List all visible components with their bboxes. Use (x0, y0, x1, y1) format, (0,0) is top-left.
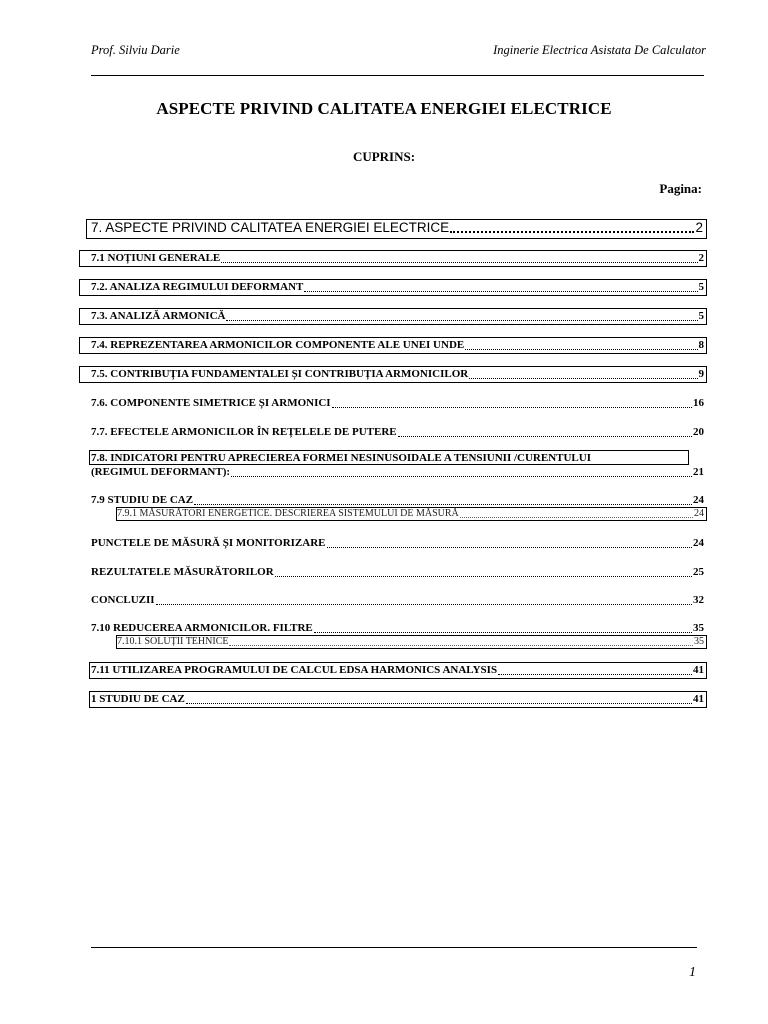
toc-entry-label: 7.4. REPREZENTAREA ARMONICILOR COMPONENTE ALE UNEI UNDE (91, 339, 465, 351)
toc-leader-dots (398, 436, 692, 437)
toc-leader-dots (469, 378, 697, 379)
toc-leader-dots (460, 517, 693, 518)
toc-entry-concluzii[interactable] (91, 594, 704, 607)
toc-entry-page: 20 (693, 426, 704, 438)
toc-entry-studiu-caz[interactable] (91, 693, 704, 706)
toc-entry-page: 21 (693, 466, 704, 478)
toc-entry-label: 7.9.1 MĂSURĂTORI ENERGETICE. DESCRIEREA SISTEMULUI DE MĂSURĂ (117, 508, 459, 519)
toc-entry-7-10-1[interactable] (117, 636, 704, 648)
toc-entry-page: 9 (698, 368, 704, 380)
toc-leader-dots (465, 349, 697, 350)
toc-entry-7-1[interactable] (91, 252, 704, 265)
toc-entry-label: 7.10 REDUCEREA ARMONICILOR. FILTRE (91, 622, 313, 634)
toc-entry-label: 7. ASPECTE PRIVIND CALITATEA ENERGIEI ELECTRICE (91, 220, 450, 235)
toc-entry-7-6[interactable] (91, 397, 704, 410)
toc-entry-page: 2 (698, 252, 704, 264)
toc-entry-page: 41 (693, 664, 704, 676)
toc-entry-page: 32 (693, 594, 704, 606)
toc-heading: CUPRINS: (352, 149, 416, 164)
toc-entry-7-3[interactable] (91, 310, 704, 323)
toc-leader-dots (156, 604, 692, 605)
toc-leader-dots (332, 407, 692, 408)
toc-entry-7-8-line1[interactable]: 7.8. INDICATORI PENTRU APRECIEREA FORMEI NESINUSOIDALE A TENSIUNII /CURENTULUI (91, 452, 591, 464)
toc-entry-label: 7.5. CONTRIBUȚIA FUNDAMENTALEI ȘI CONTRIBUȚIA ARMONICILOR (91, 368, 469, 380)
toc-entry-7-9-1[interactable] (117, 508, 704, 520)
toc-entry-label: CONCLUZII (91, 594, 155, 606)
toc-leader-dots (231, 476, 692, 477)
toc-leader-dots (275, 576, 692, 577)
toc-entry-page: 24 (693, 537, 704, 549)
toc-leader-dots (186, 703, 692, 704)
toc-entry-page: 2 (695, 220, 703, 235)
running-header-author: Prof. Silviu Darie (91, 43, 180, 57)
toc-entry-page: 16 (693, 397, 704, 409)
toc-leader-dots (226, 320, 697, 321)
toc-entry-rezultate[interactable] (91, 566, 704, 579)
toc-leader-dots (327, 547, 693, 548)
document-title: ASPECTE PRIVIND CALITATEA ENERGIEI ELECTRICE (156, 99, 612, 118)
toc-leader-dots (229, 645, 693, 646)
toc-entry-label: 1 STUDIU DE CAZ (91, 693, 185, 705)
toc-leader-dots (498, 674, 692, 675)
toc-entry-page: 35 (693, 622, 704, 634)
toc-entry-7-10[interactable] (91, 622, 704, 635)
toc-entry-7-5[interactable] (91, 368, 704, 381)
toc-entry-label: (REGIMUL DEFORMANT): (91, 466, 231, 478)
header-divider (91, 75, 704, 76)
running-header-course: Inginerie Electrica Asistata De Calculator (493, 43, 706, 57)
toc-entry-7-2[interactable] (91, 281, 704, 294)
toc-entry-label: 7.7. EFECTELE ARMONICILOR ÎN REȚELELE DE PUTERE (91, 426, 397, 438)
toc-entry-page: 25 (693, 566, 704, 578)
toc-entry-label: REZULTATELE MĂSURĂTORILOR (91, 566, 274, 578)
toc-entry-page: 5 (698, 281, 704, 293)
toc-entry-7-4[interactable] (91, 339, 704, 352)
toc-entry-label: 7.11 UTILIZAREA PROGRAMULUI DE CALCUL EDSA HARMONICS ANALYSIS (91, 664, 498, 676)
toc-entry-label: 7.1 NOȚIUNI GENERALE (91, 252, 221, 264)
toc-entry-7-11[interactable] (91, 664, 704, 677)
toc-leader-dots (194, 504, 692, 505)
toc-leader-dots (221, 262, 697, 263)
toc-entry-page: 35 (694, 636, 704, 647)
toc-entry-page: 24 (693, 494, 704, 506)
toc-entry-label: 7.2. ANALIZA REGIMULUI DEFORMANT (91, 281, 304, 293)
page-number: 1 (689, 965, 696, 980)
toc-entry-7-7[interactable] (91, 426, 704, 439)
toc-entry-label: 7.6. COMPONENTE SIMETRICE ȘI ARMONICI (91, 397, 331, 409)
toc-entry-page: 41 (693, 693, 704, 705)
toc-entry-page: 8 (698, 339, 704, 351)
toc-leader-dots (304, 291, 697, 292)
toc-entry-page: 5 (698, 310, 704, 322)
page-column-label: Pagina: (659, 181, 702, 196)
footer-divider (91, 947, 697, 948)
toc-leader-dots (314, 632, 692, 633)
toc-entry-7-9[interactable] (91, 494, 704, 507)
toc-entry-chapter-7[interactable] (91, 220, 703, 236)
toc-leader-dots (450, 231, 694, 233)
toc-entry-7-8[interactable] (91, 466, 704, 479)
toc-entry-page: 24 (694, 508, 704, 519)
toc-entry-label: 7.10.1 SOLUȚII TEHNICE (117, 636, 229, 647)
toc-entry-label: PUNCTELE DE MĂSURĂ ȘI MONITORIZARE (91, 537, 326, 549)
toc-entry-label: 7.9 STUDIU DE CAZ (91, 494, 194, 506)
toc-entry-puncte-masura[interactable] (91, 537, 704, 550)
toc-entry-label: 7.3. ANALIZĂ ARMONICĂ (91, 310, 226, 322)
